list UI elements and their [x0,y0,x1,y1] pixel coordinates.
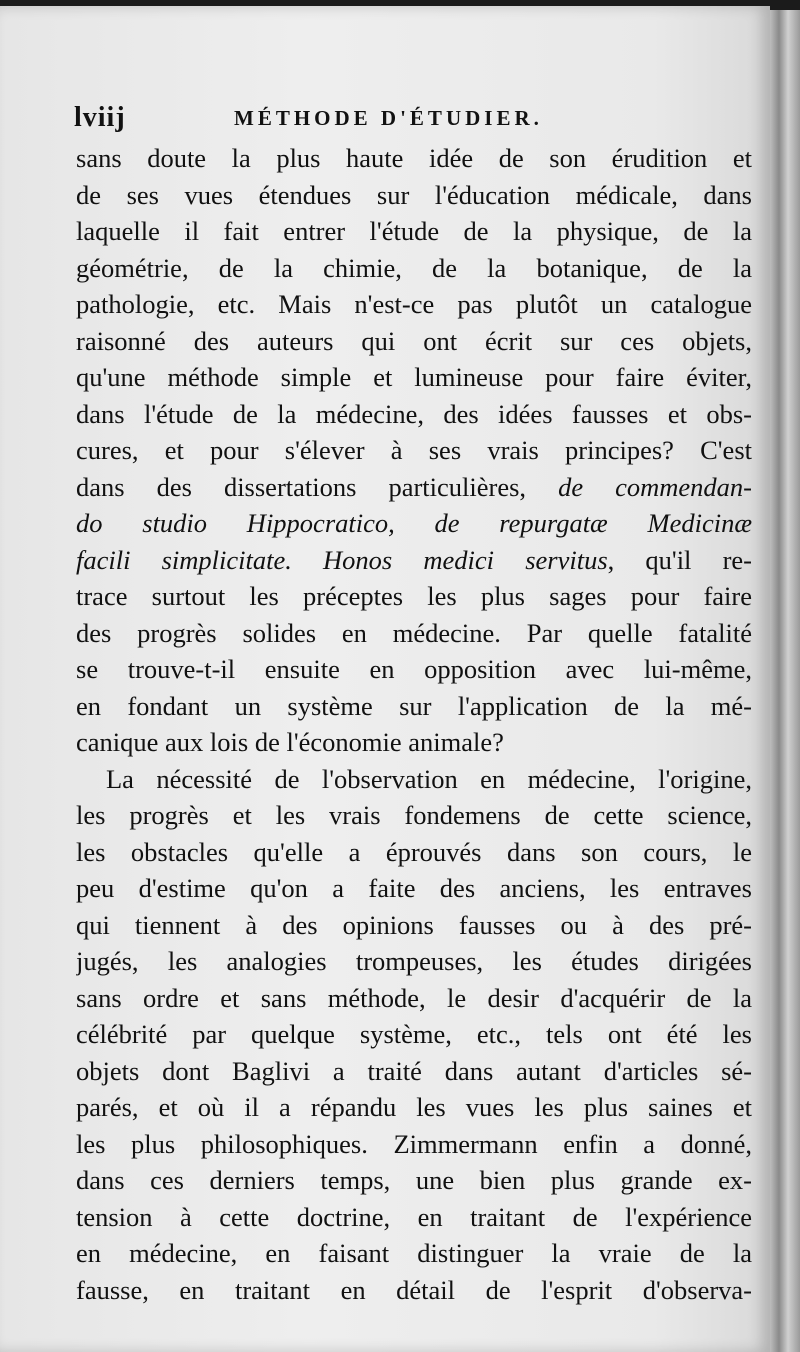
text-line: laquelle il fait entrer l'étude de la physique, de la [76,216,752,246]
body-text [76,140,752,1308]
text-line: géométrie, de la chimie, de la botanique, de la [76,252,752,283]
text-line: qu'une méthode simple et lumineuse pour faire éviter, [76,362,752,392]
text-line-italic [76,505,752,542]
text-line: sans ordre et sans méthode, le desir d'acquérir de la [76,982,752,1013]
text-line: fausse, en traitant en détail de l'esprit d'observa- [76,1274,752,1305]
text-fragment: dans des dissertations particulières, [76,471,527,502]
text-line: les obstacles qu'elle a éprouvés dans son cours, le [76,836,752,867]
latin-title: do studio Hippocratico, de repurgatæ Medicinæ [76,508,752,538]
latin-title: de commendan- [558,471,752,502]
text-line: parés, et où il a répandu les vues les plus saines et [76,1092,752,1122]
running-title: MÉTHODE D'ÉTUDIER. [234,106,543,130]
text-line: peu d'estime qu'on a faite des anciens, les entraves [76,873,752,903]
page-header [74,100,754,140]
text-line: de ses vues étendues sur l'éducation médicale, dans [76,179,752,210]
text-line: célébrité par quelque système, etc., tels ont été les [76,1019,752,1049]
text-line: en médecine, en faisant distinguer la vraie de la [76,1238,752,1268]
text-line: des progrès solides en médecine. Par quelle fatalité [76,617,752,648]
text-line: se trouve-t-il ensuite en opposition avec lui-même, [76,654,752,684]
text-line: les plus philosophiques. Zimmermann enfin a donné, [76,1128,752,1159]
text-line: objets dont Baglivi a traité dans autant d'articles sé- [76,1055,752,1086]
text-line: pathologie, etc. Mais n'est-ce pas plutôt un catalogue [76,289,752,319]
text-line: dans ces derniers temps, une bien plus grande ex- [76,1165,752,1195]
page-number: lviij [74,102,126,133]
paragraph-start: La nécessité de l'observation en médecine, l'origine, [106,763,752,794]
page-edge [770,10,800,1352]
text-line: trace surtout les préceptes les plus sages pour faire [76,581,752,611]
text-line: raisonné des auteurs qui ont écrit sur ces objets, [76,325,752,356]
text-line: en fondant un système sur l'application de la mé- [76,690,752,721]
text-line: jugés, les analogies trompeuses, les études dirigées [76,946,752,976]
text-line-mixed [76,469,752,506]
text-line-mixed [76,542,752,579]
latin-title: facili simplicitate. Honos medici servitus [76,544,608,575]
text-line: qui tiennent à des opinions fausses ou à des pré- [76,909,752,940]
text-line: sans doute la plus haute idée de son érudition et [76,143,752,173]
text-fragment: , qu'il re- [607,544,752,575]
text-line: tension à cette doctrine, en traitant de l'expérience [76,1201,752,1232]
text-line: cures, et pour s'élever à ses vrais principes? C'est [76,435,752,465]
text-line: les progrès et les vrais fondemens de cette science, [76,800,752,830]
text-line: canique aux lois de l'économie animale? [76,727,504,757]
text-line: dans l'étude de la médecine, des idées fausses et obs- [76,398,752,429]
